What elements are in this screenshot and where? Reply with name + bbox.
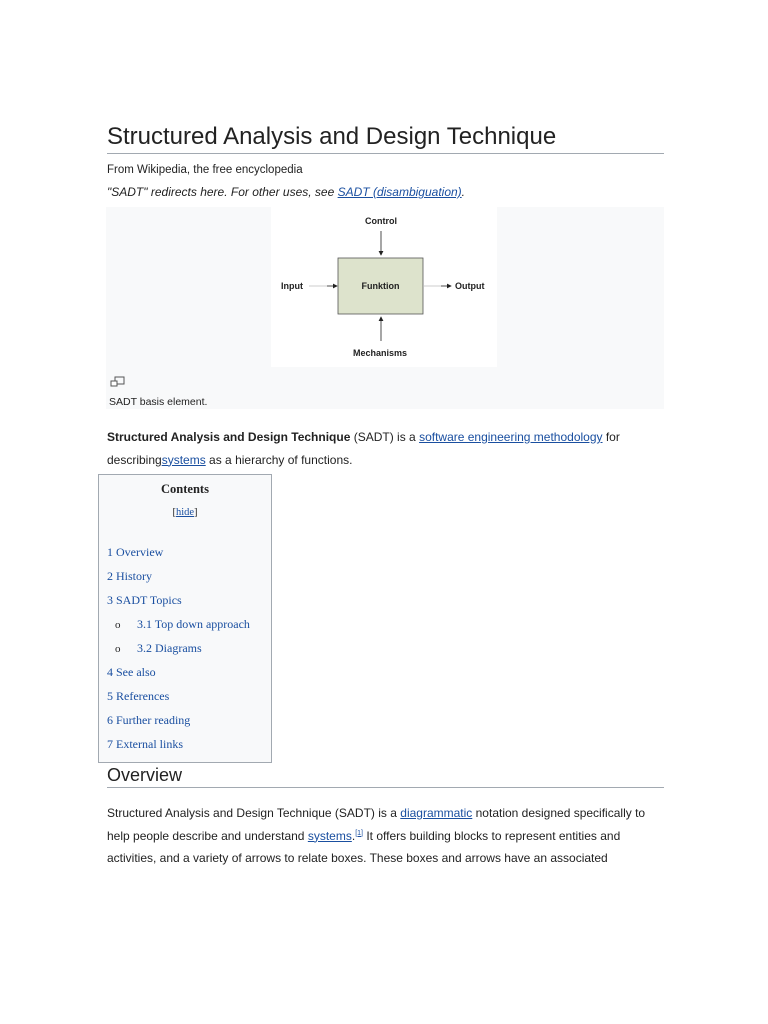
sadt-diagram[interactable] [271, 207, 497, 367]
systems-link-overview[interactable]: systems [307, 828, 352, 843]
software-engineering-methodology-link[interactable]: software engineering methodology [419, 430, 603, 444]
overview-text-4: It offers building blocks to represent entities and activities, and a variety of arrows to relate boxes. These boxes and arrows have an associated [107, 828, 621, 865]
toc-item-history[interactable]: 2 History [107, 569, 152, 583]
toc-hide-bracket-close: ] [194, 507, 198, 518]
overview-paragraph [107, 802, 664, 870]
overview-text-2: notation designed specifically to help people describe and understand [107, 806, 646, 843]
citation-ref-1[interactable]: [1] [355, 829, 363, 837]
page-title: Structured Analysis and Design Technique [107, 122, 664, 154]
disambiguation-link[interactable]: SADT (disambiguation) [337, 185, 462, 199]
toc-item-diagrams[interactable]: 3.2 Diagrams [137, 641, 202, 655]
hatnote-suffix: . [461, 185, 466, 199]
diagram-label-mechanisms: Mechanisms [352, 348, 408, 358]
diagram-label-function: Funktion [361, 281, 400, 291]
overview-text-3: . [351, 828, 356, 843]
toc-hide-toggle [99, 506, 271, 520]
hatnote [107, 184, 465, 200]
figure-caption: SADT basis element. [109, 396, 208, 408]
lead-text-1: (SADT) is a [350, 430, 420, 444]
lead-text-3: as a hierarchy of functions. [205, 452, 353, 467]
hatnote-prefix: "SADT" redirects here. For other uses, see [107, 185, 338, 199]
table-of-contents [98, 474, 272, 763]
toc-item-references[interactable]: 5 References [107, 689, 170, 703]
toc-item-external-links[interactable]: 7 External links [107, 737, 183, 751]
lead-bold-term: Structured Analysis and Design Technique [107, 430, 351, 444]
site-tagline: From Wikipedia, the free encyclopedia [107, 164, 303, 176]
thumbnail-figure [106, 207, 664, 409]
toc-hide-link[interactable]: hide [175, 507, 195, 518]
toc-hide-bracket-open: [ [172, 507, 176, 518]
toc-item-see-also[interactable]: 4 See also [107, 665, 156, 679]
systems-link[interactable]: systems [161, 452, 206, 467]
sadt-diagram-svg [271, 207, 497, 367]
lead-paragraph [107, 426, 664, 471]
toc-item-sadt-topics[interactable]: 3 SADT Topics [107, 593, 182, 607]
section-heading-overview: Overview [107, 764, 664, 788]
toc-bullet: o [115, 643, 121, 655]
toc-bullet: o [115, 619, 121, 631]
toc-item-overview[interactable]: 1 Overview [107, 545, 164, 559]
diagram-label-output: Output [455, 281, 485, 291]
toc-item-top-down-approach[interactable]: 3.1 Top down approach [137, 617, 250, 631]
toc-item-further-reading[interactable]: 6 Further reading [107, 713, 191, 727]
diagram-label-input: Input [281, 281, 303, 291]
magnify-clip-icon[interactable] [110, 375, 126, 387]
toc-title: Contents [161, 482, 209, 496]
diagram-label-control: Control [365, 216, 397, 226]
overview-text-1: Structured Analysis and Design Technique (SADT) is a [107, 806, 401, 820]
lead-text-2: for describing [107, 430, 620, 467]
diagrammatic-link[interactable]: diagrammatic [400, 806, 473, 820]
